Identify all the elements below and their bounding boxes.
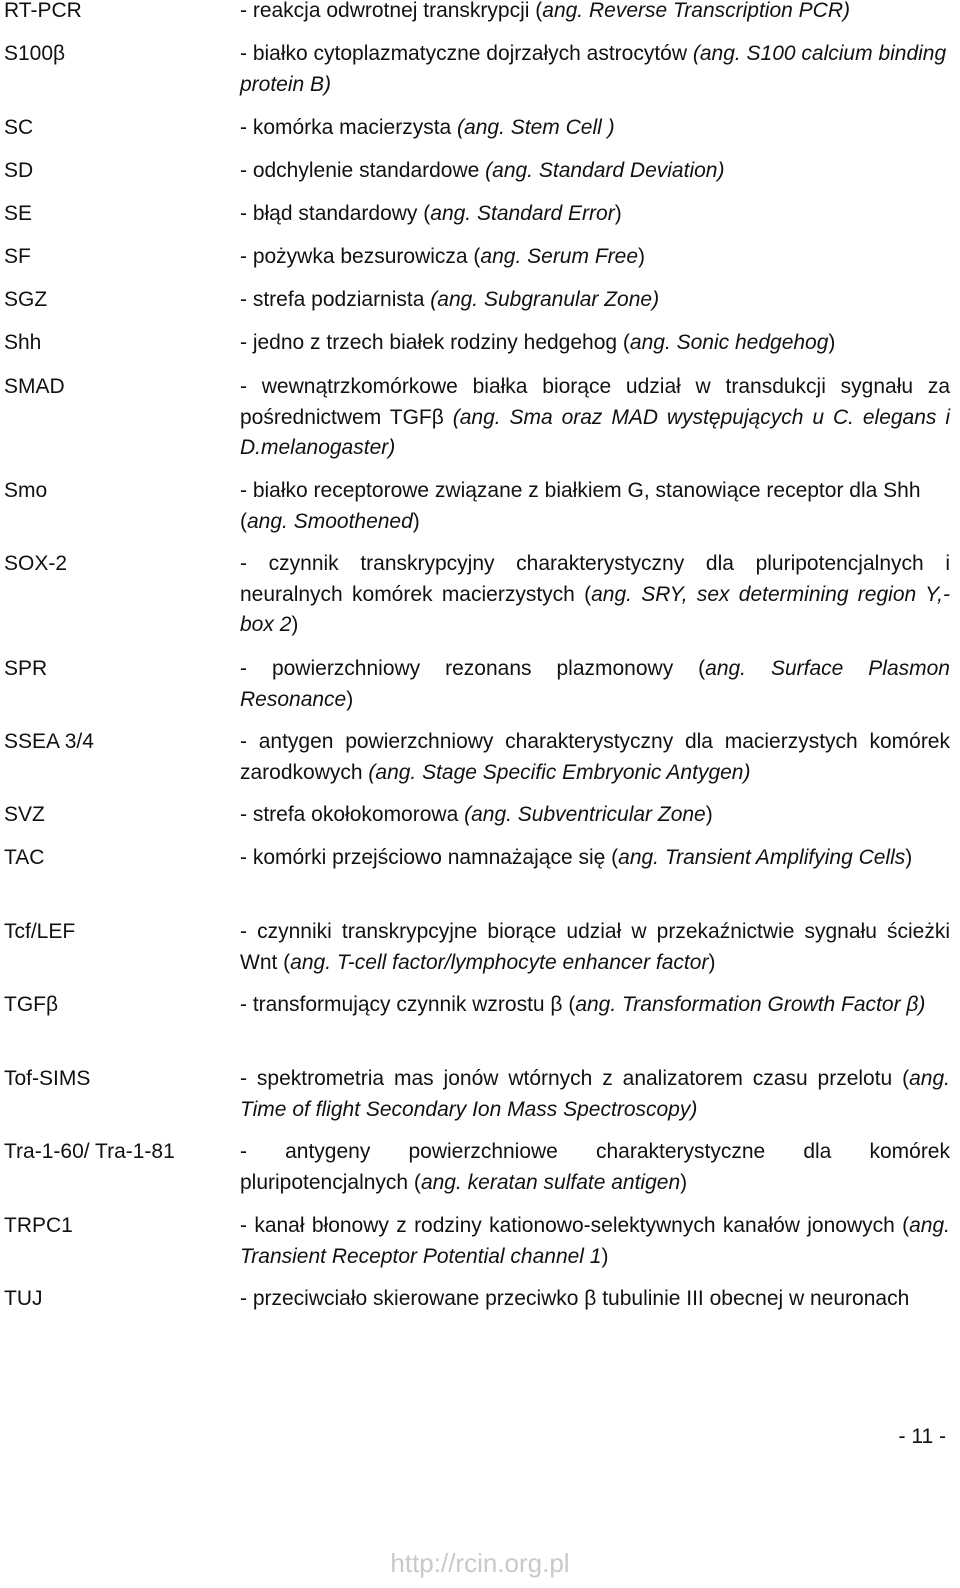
entry-abbreviation: Shh <box>4 331 42 354</box>
entry-abbreviation: Smo <box>4 479 48 502</box>
entry-definition: - reakcja odwrotnej transkrypcji (ang. Reverse Transcription PCR) <box>240 0 850 22</box>
footer-watermark-url: http://rcin.org.pl <box>390 1548 570 1578</box>
entry-abbreviation: TAC <box>4 846 45 869</box>
entry-definition: - antygeny powierzchniowe charakterystyczne dla komórek pluripotencjalnych (ang. keratan sulfate antigen) <box>240 1140 950 1194</box>
entry-definition: - pożywka bezsurowicza (ang. Serum Free) <box>240 245 645 268</box>
entry-definition: - powierzchniowy rezonans plazmonowy (ang. Surface Plasmon Resonance) <box>240 657 950 711</box>
entry-abbreviation: RT-PCR <box>4 0 82 22</box>
entry-definition: - białko receptorowe związane z białkiem G, stanowiące receptor dla Shh (ang. Smoothened) <box>240 479 921 533</box>
entry-definition: - spektrometria mas jonów wtórnych z analizatorem czasu przelotu (ang. Time of flight Secondary Ion Mass Spectroscopy) <box>240 1067 950 1121</box>
entry-abbreviation: Tra-1-60/ Tra-1-81 <box>4 1140 175 1163</box>
entry-definition: - czynniki transkrypcyjne biorące udział w przekaźnictwie sygnału ścieżki Wnt (ang. T-cell factor/lymphocyte enhancer factor) <box>240 920 950 974</box>
entry-abbreviation: SSEA 3/4 <box>4 730 94 753</box>
entry-abbreviation: TGFβ <box>4 993 59 1016</box>
entry-definition: - komórka macierzysta (ang. Stem Cell ) <box>240 116 615 139</box>
entry-abbreviation: SOX-2 <box>4 552 68 575</box>
entry-definition: - błąd standardowy (ang. Standard Error) <box>240 202 622 225</box>
entry-definition: - wewnątrzkomórkowe białka biorące udział w transdukcji sygnału za pośrednictwem TGFβ (ang. Sma oraz MAD występujących u C. elegans i D.melanogaster) <box>240 375 950 459</box>
entry-definition: - kanał błonowy z rodziny kationowo-selektywnych kanałów jonowych (ang. Transient Receptor Potential channel 1) <box>240 1214 950 1268</box>
page-number: - 11 - <box>898 1425 946 1448</box>
entry-definition: - strefa okołokomorowa (ang. Subventricular Zone) <box>240 803 713 826</box>
entry-definition: - jedno z trzech białek rodziny hedgehog (ang. Sonic hedgehog) <box>240 331 836 354</box>
entry-definition: - transformujący czynnik wzrostu β (ang. Transformation Growth Factor β) <box>240 993 926 1016</box>
entry-abbreviation: SC <box>4 116 34 139</box>
entry-abbreviation: Tcf/LEF <box>4 920 76 943</box>
entry-definition: - odchylenie standardowe (ang. Standard Deviation) <box>240 159 725 182</box>
entry-abbreviation: S100β <box>4 42 66 65</box>
entry-abbreviation: SMAD <box>4 375 65 398</box>
entry-abbreviation: TRPC1 <box>4 1214 73 1237</box>
entry-definition: - strefa podziarnista (ang. Subgranular Zone) <box>240 288 660 311</box>
entry-abbreviation: SE <box>4 202 33 225</box>
entry-definition: - przeciwciało skierowane przeciwko β tubulinie III obecnej w neuronach <box>240 1287 910 1310</box>
entry-abbreviation: SPR <box>4 657 48 680</box>
entry-definition: - antygen powierzchniowy charakterystyczny dla macierzystych komórek zarodkowych (ang. Stage Specific Embryonic Antygen) <box>240 730 950 784</box>
entry-definition: - białko cytoplazmatyczne dojrzałych astrocytów (ang. S100 calcium binding protein B) <box>240 42 947 96</box>
entry-definition: - czynnik transkrypcyjny charakterystyczny dla pluripotencjalnych i neuralnych komórek macierzystych (ang. SRY, sex determining region Y,-box 2) <box>240 552 950 636</box>
entry-abbreviation: SVZ <box>4 803 45 826</box>
entry-abbreviation: Tof-SIMS <box>4 1067 91 1090</box>
entry-abbreviation: SGZ <box>4 288 48 311</box>
entry-abbreviation: TUJ <box>4 1287 43 1310</box>
entry-abbreviation: SD <box>4 159 34 182</box>
entry-definition: - komórki przejściowo namnażające się (ang. Transient Amplifying Cells) <box>240 846 913 869</box>
entry-abbreviation: SF <box>4 245 31 268</box>
